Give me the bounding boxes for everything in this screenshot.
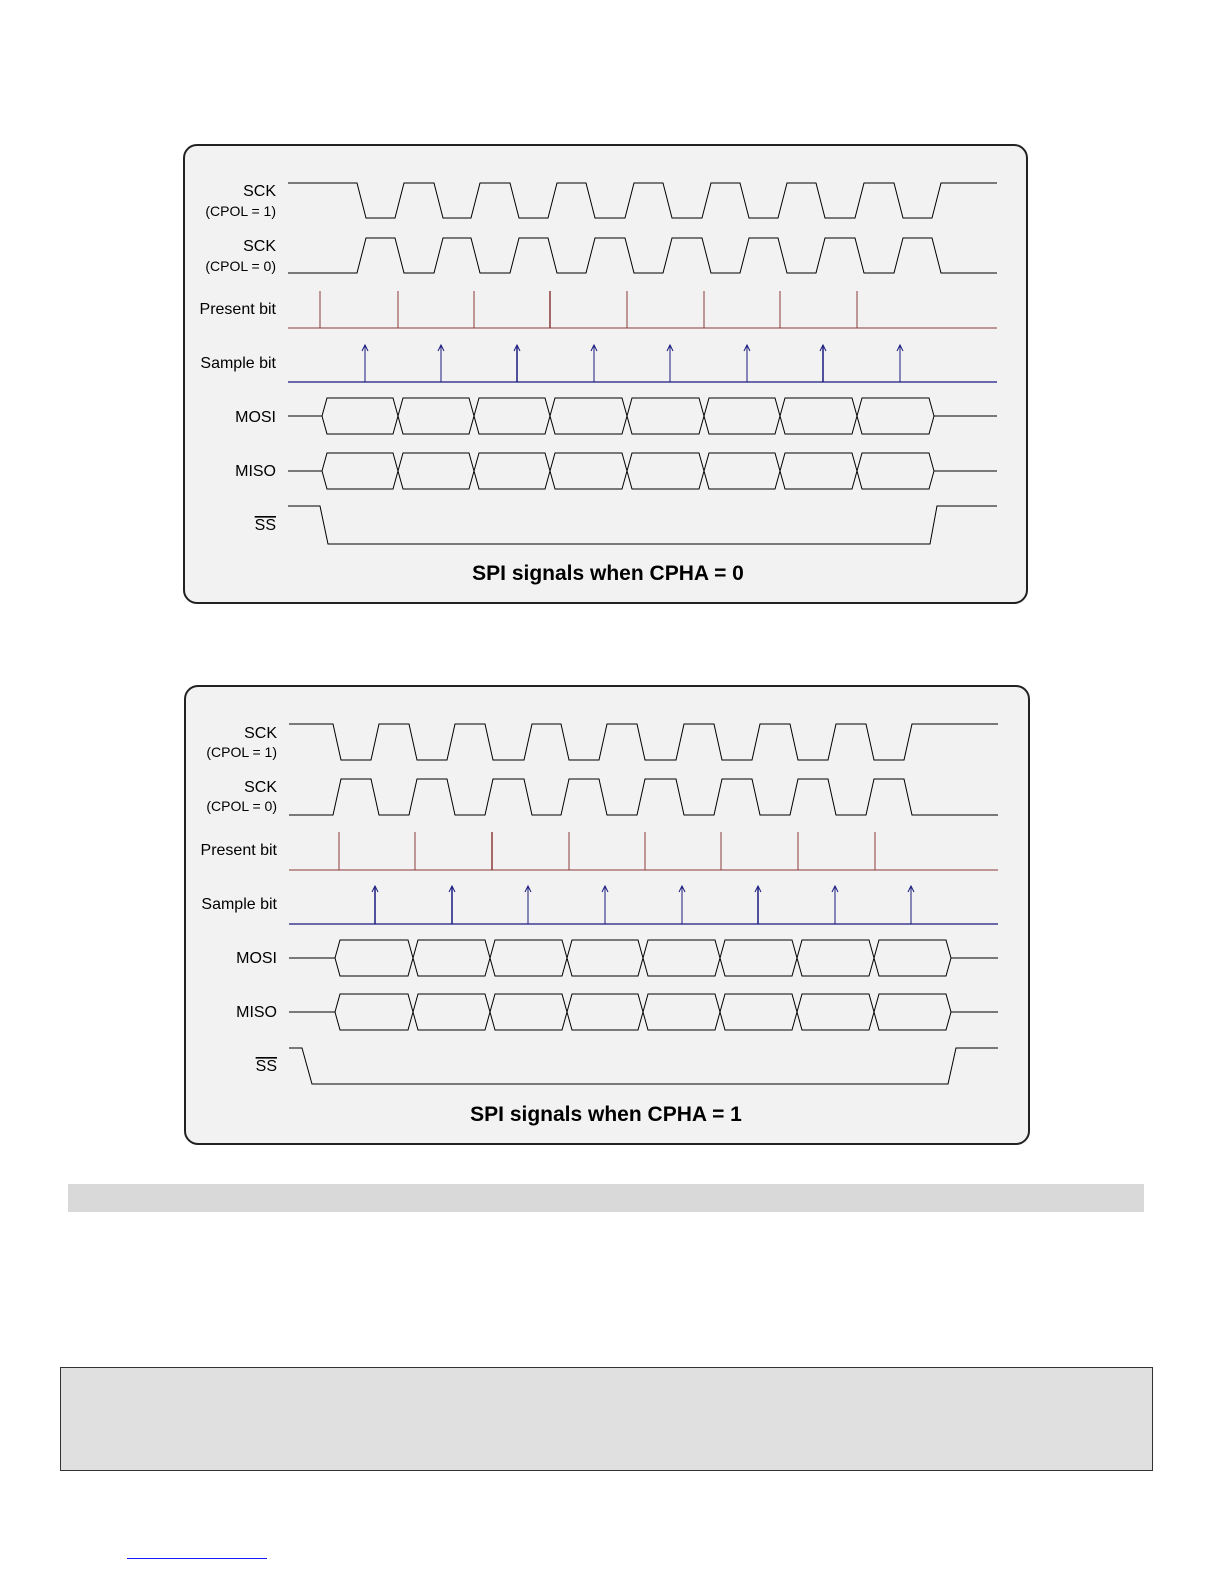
sck-cpol0-wave [288,238,997,273]
sck-cpol1-label: SCK [243,183,276,200]
sck-cpol0-sublabel: (CPOL = 0) [206,798,277,814]
mosi-bus [288,398,997,434]
note-box [60,1367,1153,1471]
present-bit-label: Present bit [199,301,276,318]
spi-cpha0-diagram [183,144,1028,604]
spi-cpha1-diagram [184,685,1030,1145]
miso-bus [289,994,998,1030]
sample-bit-arrow [832,886,838,924]
diagram-caption: SPI signals when CPHA = 1 [470,1103,742,1126]
sample-bit-arrow [908,886,914,924]
ss-label: SS [254,517,276,534]
sample-bit-arrow [362,345,368,382]
sample-bit-arrow [679,886,685,924]
sck-cpol1-wave [289,724,998,760]
sck-cpol1-sublabel: (CPOL = 1) [205,203,276,219]
ss-label: SS [255,1058,277,1075]
miso-label: MISO [235,463,276,480]
mosi-bus [289,940,998,976]
sample-bit-arrow [449,886,455,924]
sample-bit-label: Sample bit [200,355,276,372]
diagram-caption: SPI signals when CPHA = 0 [472,562,744,585]
miso-label: MISO [236,1004,277,1021]
sck-cpol0-label: SCK [243,238,276,255]
sample-bit-arrow [372,886,378,924]
sample-bit-arrow [820,345,826,382]
sck-cpol0-label: SCK [244,779,277,796]
spi-cpha0-svg [185,146,1028,604]
ss-wave [289,1048,998,1084]
footnote-separator [127,1558,267,1559]
spi-cpha1-svg [186,687,1030,1145]
sample-bit-arrow [591,345,597,382]
sample-bit-arrow [602,886,608,924]
sample-bit-label: Sample bit [201,896,277,913]
mosi-label: MOSI [235,409,276,426]
mosi-label: MOSI [236,950,277,967]
sample-bit-arrow [744,345,750,382]
sample-bit-arrow [755,886,761,924]
ss-wave [288,506,997,544]
sample-bit-arrow [514,345,520,382]
present-bit-label: Present bit [200,842,277,859]
sck-cpol1-wave [288,183,997,218]
sck-cpol1-sublabel: (CPOL = 1) [206,744,277,760]
sck-cpol1-label: SCK [244,725,277,742]
section-heading-bar [68,1184,1144,1212]
sample-bit-arrow [525,886,531,924]
sck-cpol0-sublabel: (CPOL = 0) [205,258,276,274]
sample-bit-arrow [897,345,903,382]
sample-bit-arrow [667,345,673,382]
sample-bit-arrow [438,345,444,382]
miso-bus [288,453,997,489]
sck-cpol0-wave [289,779,998,815]
